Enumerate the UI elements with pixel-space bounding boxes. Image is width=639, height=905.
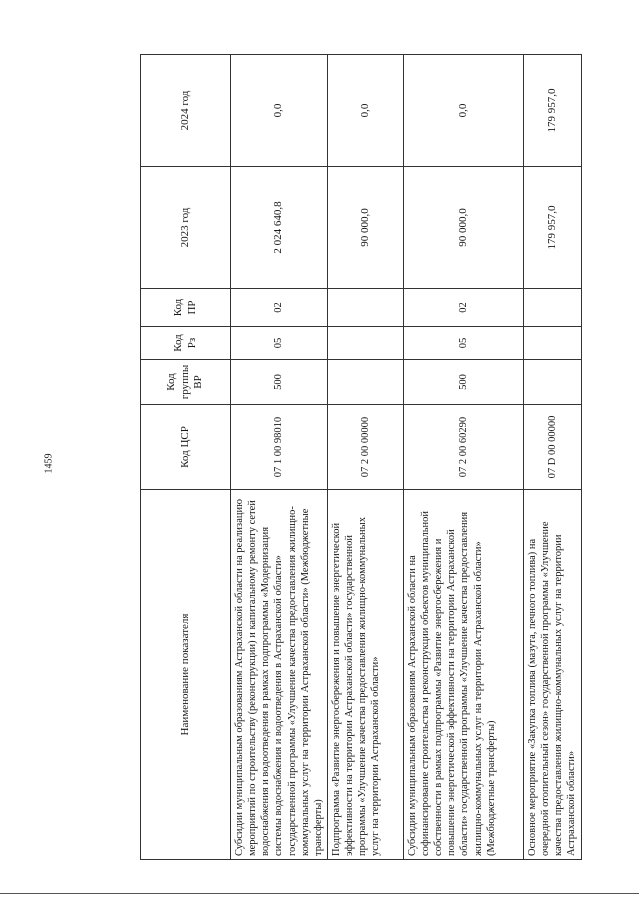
row-rz — [523, 327, 581, 360]
row-2024: 179 957,0 — [523, 55, 581, 167]
row-pr — [523, 289, 581, 327]
row-rz: 05 — [231, 327, 328, 360]
table-row — [327, 55, 403, 860]
row-rz: 05 — [403, 327, 523, 360]
row-pr — [327, 289, 403, 327]
row-pr: 02 — [231, 289, 328, 327]
row-name: Основное мероприятие «Закупка топлива (мазута, печного топлива) на очередной отопительный сезон» государственной программы «Улучшение качества предоставления жилищно-коммунальных услуг на территории Астраханской области» — [523, 490, 581, 860]
table-row — [523, 55, 581, 860]
header-2023: 2023 год — [141, 167, 231, 289]
page-number: 1459 — [43, 453, 55, 474]
row-csr: 07 1 00 98010 — [231, 405, 328, 490]
budget-table — [140, 54, 582, 860]
row-csr: 07 2 00 00000 — [327, 405, 403, 490]
row-2024: 0,0 — [327, 55, 403, 167]
row-2024: 0,0 — [231, 55, 328, 167]
row-vr: 500 — [231, 360, 328, 405]
row-rz — [327, 327, 403, 360]
header-csr: Код ЦСР — [141, 405, 231, 490]
row-2023: 179 957,0 — [523, 167, 581, 289]
header-2024: 2024 год — [141, 55, 231, 167]
row-2024: 0,0 — [403, 55, 523, 167]
header-name: Наименование показателя — [141, 490, 231, 860]
row-csr: 07 D 00 00000 — [523, 405, 581, 490]
header-pr: Код ПР — [141, 289, 231, 327]
rotated-table-container — [140, 55, 578, 860]
row-2023: 2 024 640,8 — [231, 167, 328, 289]
row-name: Субсидии муниципальным образованиям Астраханской области на реализацию мероприятий по строительству (реконструкции) и капитальному ремонту сетей водоснабжения и водоотведения в рамках подпрограммы «Модернизация системы водоснабжения и водоотведения в Астраханской области» государственной программы «Улучшение качества предоставления жилищно-коммунальных услуг на территории Астраханской области» (Межбюджетные трансферты) — [231, 490, 328, 860]
row-2023: 90 000,0 — [403, 167, 523, 289]
table-row — [231, 55, 328, 860]
row-pr: 02 — [403, 289, 523, 327]
table-row — [403, 55, 523, 860]
row-csr: 07 2 00 60290 — [403, 405, 523, 490]
header-rz: Код Рз — [141, 327, 231, 360]
row-name: Субсидии муниципальным образованиям Астраханской области на софинансирование строительства и реконструкции объектов муниципальной собственности в рамках подпрограммы «Развитие энергосбережения и повышение энергетической эффективности на территории Астраханской области» государственной программы «Улучшение качества предоставления жилищно-коммунальных услуг на территории Астраханской области» (Межбюджетные трансферты) — [403, 490, 523, 860]
header-row — [141, 55, 231, 860]
row-vr — [523, 360, 581, 405]
bottom-divider — [0, 893, 639, 894]
row-name: Подпрограмма «Развитие энергосбережения и повышение энергетической эффективности на территории Астраханской области» государственной программы «Улучшение качества предоставления жилищно-коммунальных услуг на территории Астраханской области» — [327, 490, 403, 860]
row-vr — [327, 360, 403, 405]
row-2023: 90 000,0 — [327, 167, 403, 289]
row-vr: 500 — [403, 360, 523, 405]
header-vr: Код группы ВР — [141, 360, 231, 405]
